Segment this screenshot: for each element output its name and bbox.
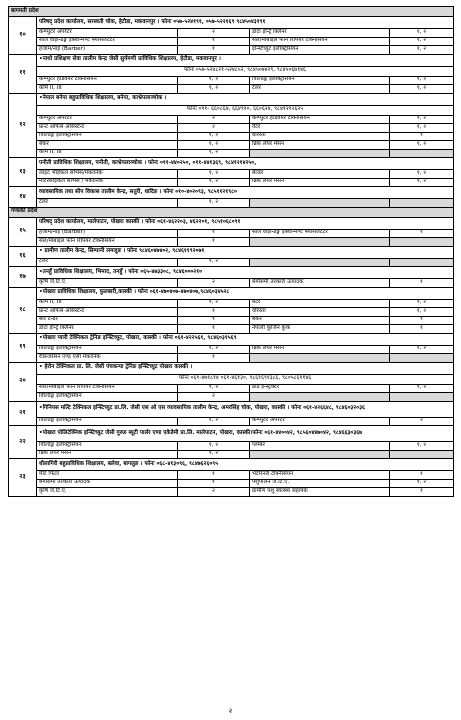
course-name: इन्स्टिच्युट इलेक्ट्रिसियन xyxy=(250,46,390,55)
course-level: १, २ xyxy=(178,258,250,267)
serial-number: १४ xyxy=(9,187,37,208)
table-row xyxy=(9,308,454,317)
course-level: १, २ xyxy=(390,141,454,150)
serial-number: २० xyxy=(9,362,37,401)
course-name: प्लम्बर xyxy=(250,442,390,451)
course-level: १, २ xyxy=(178,178,250,187)
institute-name-contact: •नाथो प्रशिक्षण सेवा तालीम केन्द्र जेसी सुर्यमणी प्राविधिक शिक्षालय, हेटौडा, मकवानपुर । xyxy=(37,54,454,66)
course-level: २ xyxy=(178,115,250,124)
course-level xyxy=(390,238,454,247)
institute-header-row xyxy=(9,267,454,279)
course-name: सोल वाइन्डिङ्ग इक्वान्मण्ट फ्यासलटेटर xyxy=(250,229,390,238)
course-name: विल्डिङ्ग इलेक्ट्रिसियन xyxy=(250,76,390,85)
course-level: १ xyxy=(390,279,454,288)
course-level xyxy=(390,354,454,363)
course-name xyxy=(250,258,390,267)
course-level xyxy=(390,199,454,208)
course-level: १, २ xyxy=(390,178,454,187)
institute-name-contact: • ग्रामीण तालीम केन्द्र, सिम्पानी लमजुङ । फोनः ९८४६०४७४०२, ९८४६११९२०७१ xyxy=(37,246,454,258)
course-level: १, २ xyxy=(390,384,454,393)
course-level: १ xyxy=(178,37,250,46)
institute-phone: फोनः ०५७-५२४८२१-५२४८५२, ९८४५०७४२९, ९८४५०६७१४६ xyxy=(37,66,454,76)
course-level: १, २ xyxy=(390,442,454,451)
institute-table xyxy=(8,6,454,497)
institute-phone-row xyxy=(9,66,454,76)
course-level: १, २ xyxy=(178,149,250,158)
course-level: १ xyxy=(178,354,250,363)
document xyxy=(8,6,453,497)
course-level: १ xyxy=(390,325,454,334)
course-level: १, २ xyxy=(390,29,454,38)
table-body xyxy=(9,7,454,497)
table-row xyxy=(9,417,454,426)
serial-number: १९ xyxy=(9,333,37,362)
course-level: १, २ xyxy=(178,85,250,94)
course-name: बेल्डर xyxy=(250,170,390,179)
course-name: हजाम/नाई (Barber) xyxy=(37,229,178,238)
course-name: विल्डिङ्ग इलेक्ट्रिसियन xyxy=(37,393,178,402)
course-level xyxy=(390,450,454,459)
course-level: १ xyxy=(390,316,454,325)
table-row xyxy=(9,393,454,402)
course-level: १ xyxy=(178,325,250,334)
course-name: विल्डिङ्ग इलेक्ट्रिसियन xyxy=(37,345,178,354)
course-name: कम्प्युटर अपरेटर xyxy=(37,29,178,38)
serial-number: १३ xyxy=(9,158,37,187)
page-number: २ xyxy=(228,707,233,715)
course-level: २ xyxy=(178,488,250,497)
course-level: १, २ xyxy=(178,442,250,451)
course-name: मोटरसाइकल सर्भिस / मेकानिक xyxy=(37,178,178,187)
course-level: १, २ xyxy=(178,345,250,354)
course-level: २ xyxy=(178,124,250,133)
course-name: नेपाली कुजिन कुक xyxy=(250,325,390,334)
course-name: फ्रन्ट अफिस असिस्टेन्ट xyxy=(37,308,178,317)
course-level: २ xyxy=(178,29,250,38)
course-name: भेटेरिनरी टेक्निसियन xyxy=(250,471,390,480)
table-row xyxy=(9,37,454,46)
course-name: फ्रन्ट अफिस असिस्टेन्ट xyxy=(37,124,178,133)
table-row xyxy=(9,124,454,133)
institute-header-row xyxy=(9,362,454,374)
course-name: टेलर xyxy=(37,199,178,208)
table-row xyxy=(9,29,454,38)
course-level: २ xyxy=(390,417,454,426)
course-name: सोल वाइन्डिङ्ग इक्वान्मण्ट फ्यासलटेटर xyxy=(37,37,178,46)
course-name: हजाम/नाई (Barber) xyxy=(37,46,178,55)
table-row xyxy=(9,229,454,238)
course-name: विल्डिङ्ग इलेक्ट्रिसियन xyxy=(37,417,178,426)
institute-header-row xyxy=(9,158,454,170)
institute-name-contact: •पोखरा प्राविधिक शिक्षालय, फुलबारी,कास्की । फोनः ०६१-४७०४०७-४७०४०७,९८४६०३४५२८ xyxy=(37,287,454,299)
course-level: १, २ xyxy=(178,417,250,426)
serial-number: १५ xyxy=(9,217,37,246)
course-level xyxy=(390,258,454,267)
course-name: लाइट भेहिकल सर्भिस/मेकानिक xyxy=(37,170,178,179)
course-level: १, २ xyxy=(178,132,250,141)
course-name xyxy=(250,149,390,158)
institute-header-row xyxy=(9,333,454,345)
institute-header-row xyxy=(9,426,454,442)
course-level: २ xyxy=(178,393,250,402)
course-level: १, २ xyxy=(390,170,454,179)
course-level: १, २ xyxy=(178,384,250,393)
course-name: ब्रिक लेयर मेसन xyxy=(250,141,390,150)
table-row xyxy=(9,450,454,459)
course-name: वेटर xyxy=(250,124,390,133)
institute-phone-row xyxy=(9,105,454,115)
course-name: विल्डिङ्ग इलेक्ट्रिसियन xyxy=(37,442,178,451)
course-level xyxy=(390,149,454,158)
serial-number: ११ xyxy=(9,54,37,93)
institute-name-contact: परिषद् प्रदेश कार्यालय, मालेपाटन, पोखरा कास्की । फोनः ०६१-४६२२०३, ४६२२०१, ९८५१०६८०९१ xyxy=(37,217,454,229)
course-level: १ xyxy=(178,471,250,480)
table-row xyxy=(9,479,454,488)
table-row xyxy=(9,85,454,94)
course-level: १, २ xyxy=(178,76,250,85)
serial-number: २३ xyxy=(9,459,37,497)
institute-header-row xyxy=(9,54,454,66)
course-name: सेल/मोबाइल फोन रिपियर टेक्निसियन xyxy=(37,238,178,247)
institute-header-row xyxy=(9,246,454,258)
serial-number: २२ xyxy=(9,426,37,459)
course-level: १ xyxy=(178,46,250,55)
table-row xyxy=(9,299,454,308)
course-name: ब्रिक लेयर मेसन xyxy=(37,450,178,459)
institute-header-row xyxy=(9,93,454,105)
institute-phone: फोनः ०११- ६६०८६७, ६६४९१०, ६६०६२४, ९८४१२१२६२५ xyxy=(37,105,454,115)
course-name: ब्रिक लेयर मेसन xyxy=(250,345,390,354)
table-row xyxy=(9,178,454,187)
course-name: कृषि जे.टि.ए. xyxy=(37,279,178,288)
institute-phone: फोनः ०६१-४७१८१४ ०६१-४६१३०, ९८६१६९१३८६, ९८०५८६११४६ xyxy=(37,374,454,384)
institute-header-row xyxy=(9,287,454,299)
course-level xyxy=(390,393,454,402)
course-name: ढाड इन्स्ट्रक्टर xyxy=(250,384,390,393)
table-row xyxy=(9,345,454,354)
course-level: १, २ xyxy=(390,124,454,133)
institute-name-contact: •नेपाल बनेपा बहुप्राविधिक शिक्षालय, बनेपा, काभ्रेपलाञ्चोक । xyxy=(37,93,454,105)
course-level: १, २ xyxy=(178,299,250,308)
course-name: कम्प्युटर हार्डवेयर टेक्निसियन xyxy=(37,76,178,85)
institute-header-row xyxy=(9,187,454,199)
course-level: १ xyxy=(390,132,454,141)
course-name: बरिस्ता xyxy=(250,132,390,141)
course-name: टेलर xyxy=(250,85,390,94)
table-row xyxy=(9,170,454,179)
course-level: १ xyxy=(178,316,250,325)
serial-number: १७ xyxy=(9,267,37,288)
institute-name-contact: •तनहुँ प्राविधिक शिक्षालय, भिमाद, तनहुँ । फोनः ०६५-४७३३०८, ९८४६०००२१० xyxy=(37,267,454,279)
course-level: १ xyxy=(390,488,454,497)
table-row xyxy=(9,316,454,325)
institute-name-contact: •पोखरा प्यारी टेक्निकल ट्रेनिङ इन्स्टिच्युट, पोखरा, कास्की । फोनः ०६१-४२२५६१, ९८४६०३१५६९ xyxy=(37,333,454,345)
table-row xyxy=(9,115,454,124)
table-row xyxy=(9,488,454,497)
course-name: बार टेन्डर xyxy=(37,316,178,325)
institute-name-contact: धौलागिरी बहुप्राविधिक शिक्षालय, बलेवा, बागलुङ । फोनः ०६८-४१३०९६, ९८४७६२६०९५ xyxy=(37,459,454,471)
course-name xyxy=(250,199,390,208)
course-name xyxy=(250,238,390,247)
course-level: १, २ xyxy=(390,85,454,94)
table-row xyxy=(9,279,454,288)
course-name: कमि II, III xyxy=(37,149,178,158)
institute-header-row xyxy=(9,17,454,29)
course-level: १, २ xyxy=(178,199,250,208)
course-name: सेल/मोबाइल फोन रिपियर टेक्निसियन xyxy=(250,37,390,46)
province-row xyxy=(9,207,454,217)
course-level: १ xyxy=(390,229,454,238)
course-name: टेलर xyxy=(37,258,178,267)
province-name: गण्डकी प्रदेश xyxy=(9,207,454,217)
institute-header-row xyxy=(9,459,454,471)
table-row xyxy=(9,354,454,363)
course-name xyxy=(250,393,390,402)
course-name: ग्रामीण पशु स्वास्थ्य सहायक xyxy=(250,488,390,497)
table-row xyxy=(9,238,454,247)
serial-number: १६ xyxy=(9,246,37,267)
course-level: २ xyxy=(178,279,250,288)
institute-header-row xyxy=(9,401,454,417)
table-row xyxy=(9,76,454,85)
table-row xyxy=(9,132,454,141)
course-name: पशुपालन जे.टि.ए. xyxy=(250,479,390,488)
course-name: वरिस्ता xyxy=(250,308,390,317)
institute-name-contact: •पोखरा पोलिटेक्निक इन्स्टिच्युट जेसी गुरुङ ब्यूटी पार्लर एण्ड एकेडेमी प्रा.लि. मालेपाटन, पोखरा, कास्की।फोनः ०६१-४४००४२, ९८५६०४४७०४२, ९८४६६३०३६७ xyxy=(37,426,454,442)
table-row xyxy=(9,149,454,158)
course-level: १, २ xyxy=(178,170,250,179)
course-name xyxy=(250,450,390,459)
course-name: मेटि फिटर xyxy=(37,471,178,480)
institute-name-contact: पनौती प्राविधिक शिक्षालय, पनौती, काभ्रेपलाञ्चोक । फोनः ०११-४४०२५०, ०११-४४१३६९, ९८४१२१४२५०, xyxy=(37,158,454,170)
table-row xyxy=(9,141,454,150)
province-row xyxy=(9,7,454,17)
course-level: १, २ xyxy=(390,299,454,308)
institute-phone-row xyxy=(9,374,454,384)
serial-number: २१ xyxy=(9,401,37,426)
course-name: बेमौसमी तरकारी उत्पादक xyxy=(37,479,178,488)
course-name: बेमौसमी तरकारी उत्पादक xyxy=(250,279,390,288)
course-level: १, २ xyxy=(390,46,454,55)
institute-name-contact: •गिनियस मल्टि टेक्निकल इन्स्टिच्युट प्रा.लि. जेसी एस ओ एस व्यावसायिक तालीम केन्द्र, अमरसिंह चोक, पोखरा, कास्की । फोनः ०६१-४२६६४८, ९८४६०३२०३६ xyxy=(37,401,454,417)
course-name: डाटा इन्ट्रि क्लिनर xyxy=(250,29,390,38)
course-name: बेकर xyxy=(250,316,390,325)
course-level: १, २ xyxy=(178,450,250,459)
table-row xyxy=(9,384,454,393)
course-level: १ xyxy=(390,471,454,480)
course-name: डाटा इन्ट्रि क्लिनर xyxy=(37,325,178,334)
table-row xyxy=(9,325,454,334)
institute-name-contact: व्यावसायिक तथा सीप विकास तालीम केन्द्र, सतुरी, धादिङ । फोनः ०१०-४०२०९३, ९८५११२१९८० xyxy=(37,187,454,199)
course-level: १ xyxy=(178,308,250,317)
course-level: १, २ xyxy=(390,76,454,85)
serial-number: १२ xyxy=(9,93,37,158)
serial-number: १० xyxy=(9,17,37,55)
course-level: १ xyxy=(178,229,250,238)
course-name: ब्रिक लेयर मेसन xyxy=(250,178,390,187)
serial-number: १८ xyxy=(9,287,37,333)
table-row xyxy=(9,258,454,267)
course-level: १ xyxy=(178,479,250,488)
course-name: बेटर xyxy=(250,299,390,308)
course-name: कम्प्युटर हार्डवेयर टेक्निसियन xyxy=(250,115,390,124)
course-name: कमि II, III xyxy=(37,299,178,308)
province-name: बागमती प्रदेश xyxy=(9,7,454,17)
table-row xyxy=(9,471,454,480)
institute-header-row xyxy=(9,217,454,229)
course-name: बेकर xyxy=(37,141,178,150)
course-name: कृषि जे.टि.ए. xyxy=(37,488,178,497)
course-name: कम्प्युटर अपरेटर xyxy=(250,417,390,426)
course-name: सेल/मोबाइल फोन रिपियर टेक्निसियन xyxy=(37,384,178,393)
course-level: १, २ xyxy=(178,141,250,150)
course-name: कम्प्युटर अपरेटर xyxy=(37,115,178,124)
course-level: १, २ xyxy=(390,479,454,488)
course-name: विल्डिङ्ग इलेक्ट्रिसियन xyxy=(37,132,178,141)
table-row xyxy=(9,199,454,208)
institute-name-contact: • हेरोन टेक्निकल प्रा. लि. जेसी पंचकन्या ट्रेनिङ इन्स्टिच्युट पोखरा कास्की । xyxy=(37,362,454,374)
course-level: १, २ xyxy=(390,345,454,354)
course-name: रेफ्रिजरेसन एण्ड एसी मेकानिक xyxy=(37,354,178,363)
course-name: कमि II, III xyxy=(37,85,178,94)
course-level: १, २ xyxy=(390,115,454,124)
course-level: १, २ xyxy=(390,37,454,46)
course-level: १, २ xyxy=(390,308,454,317)
table-row xyxy=(9,442,454,451)
table-row xyxy=(9,46,454,55)
course-level: १ xyxy=(178,238,250,247)
institute-name-contact: परिषद् प्रदेश कार्यालय, सरस्वती चोक, हेटौडा, मकवानपुर । फोनः ०५७-५२४१९१, ०५७-५२२१६९ ९८४५०४३१९१ xyxy=(37,17,454,29)
course-name xyxy=(250,354,390,363)
